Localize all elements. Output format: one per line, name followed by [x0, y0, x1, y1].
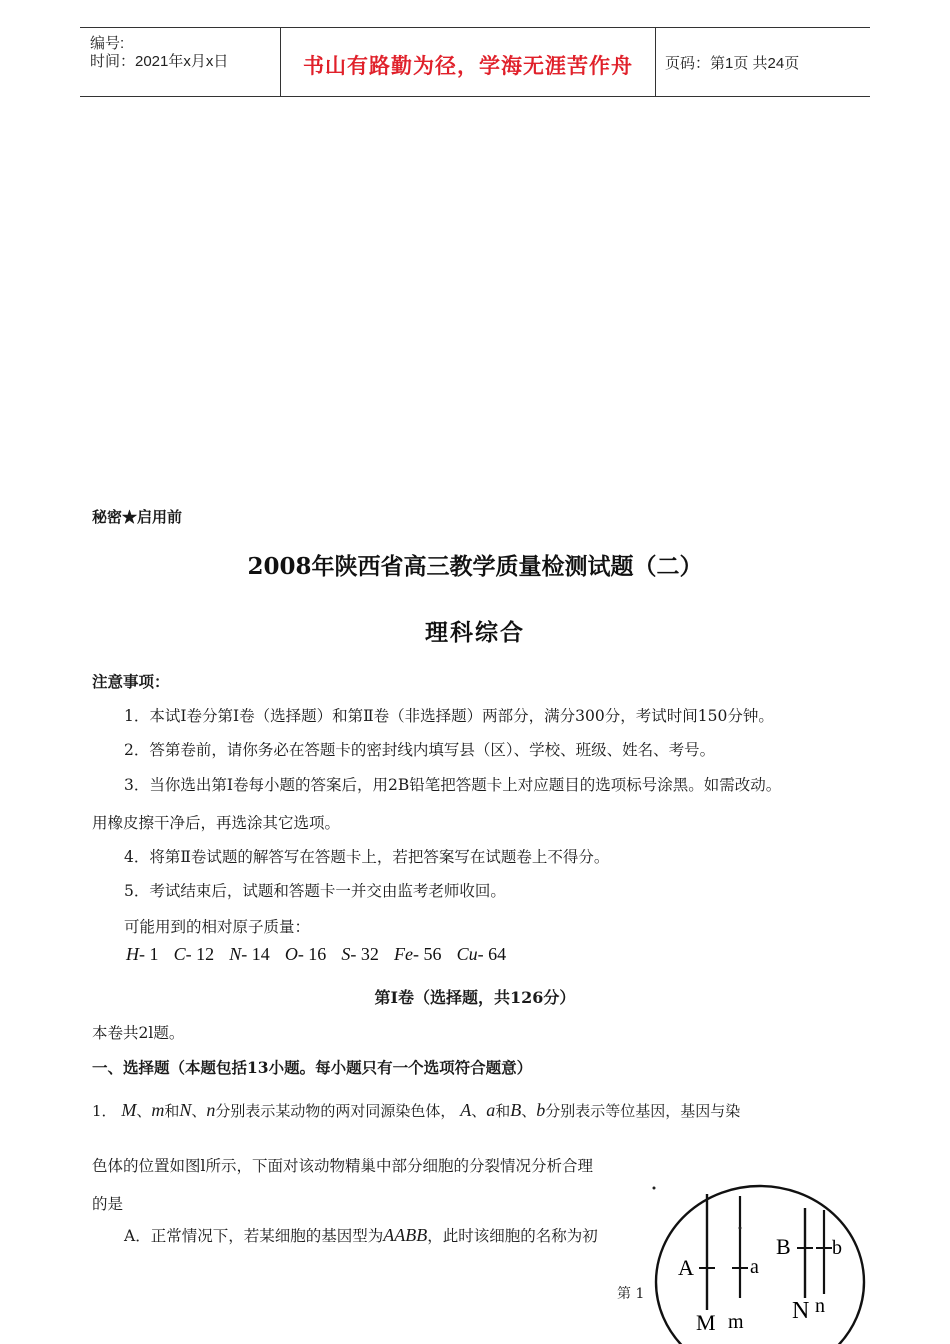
element-symbol: Fe [394, 944, 413, 964]
separator: 、 [521, 1102, 537, 1120]
exam-title: 2008年陕西省高三教学质量检测试题（二） [247, 553, 703, 580]
element-mass: - 64 [477, 944, 507, 964]
q1-text1: 分别表示某动物的两对同源染色体， [215, 1102, 456, 1120]
atomic-mass-intro: 可能用到的相对原子质量： [124, 918, 311, 936]
question-number: 1． [92, 1102, 117, 1120]
element-symbol: N [229, 944, 242, 964]
label-m: m [728, 1311, 744, 1333]
part1-heading: 第Ⅰ卷（选择题，共126分） [374, 988, 576, 1007]
element-symbol: C [173, 944, 186, 964]
header-left [80, 28, 280, 96]
element-symbol: Cu [456, 944, 478, 964]
section1-heading: 一、选择题（本题包括13小题。每小题只有一个选项符合题意） [92, 1058, 533, 1077]
label-b: b [832, 1237, 842, 1259]
notice-heading: 注意事项： [92, 672, 170, 691]
element-mass: - 14 [241, 944, 270, 964]
notice-5: 5．考试结束后，试题和答题卡一并交由监考老师收回。 [124, 882, 506, 900]
chromosome-diagram [640, 1170, 880, 1344]
symbol-b: b [536, 1100, 546, 1120]
notice-4: 4．将第Ⅱ卷试题的解答写在答题卡上，若把答案写在试题卷上不得分。 [124, 848, 610, 866]
element-mass: - 56 [412, 944, 442, 964]
symbol-A: A [460, 1100, 472, 1120]
number-label: 编号: [90, 35, 125, 52]
conjunction: 和 [164, 1102, 180, 1120]
label-n: n [815, 1295, 825, 1317]
question-1-line3: 的是 [92, 1195, 124, 1213]
header-right [655, 28, 870, 96]
element-mass: - 16 [297, 944, 327, 964]
question-1-line1 [92, 1100, 740, 1121]
page-info: 页码：第1页 共24页 [665, 55, 800, 72]
symbol-N: N [179, 1100, 192, 1120]
centromere-dot [739, 1227, 742, 1230]
symbol-M: M [121, 1100, 137, 1120]
separator: 、 [191, 1102, 207, 1120]
page-header [80, 27, 870, 97]
element-symbol: S [341, 944, 351, 964]
element-mass: - 32 [350, 944, 379, 964]
element-symbol: O [284, 944, 298, 964]
part1-note: 本卷共2l题。 [92, 1024, 185, 1042]
question-1-line2: 色体的位置如图l所示，下面对该动物精巢中部分细胞的分裂情况分析合理 [92, 1157, 593, 1175]
q1-text2: 分别表示等位基因，基因与染 [545, 1102, 741, 1120]
conjunction: 和 [495, 1102, 511, 1120]
notice-3: 3．当你选出第Ⅰ卷每小题的答案后，用2B铅笔把答题卡上对应题目的选项标号涂黑。如需改动。 [124, 776, 782, 794]
symbol-m: m [151, 1100, 165, 1120]
motto-text: 书山有路勤为径，学海无涯苦作舟 [303, 54, 633, 78]
header-motto-cell [280, 28, 656, 96]
exam-subtitle: 理科综合 [425, 619, 525, 646]
symbol-a: a [486, 1100, 496, 1120]
element-mass: - 1 [139, 944, 159, 964]
option-a-prefix: A．正常情况下，若某细胞的基因型为 [124, 1227, 384, 1245]
separator: 、 [471, 1102, 487, 1120]
label-A: A [678, 1255, 694, 1280]
element-symbol: H [126, 944, 139, 964]
scan-speck [653, 1187, 656, 1190]
genotype: AABB [383, 1225, 428, 1245]
separator: 、 [136, 1102, 152, 1120]
symbol-B: B [510, 1100, 522, 1120]
label-N: N [792, 1298, 810, 1324]
label-B: B [776, 1234, 791, 1259]
option-a-suffix: ，此时该细胞的名称为初 [427, 1227, 598, 1245]
page-footer-number: 第 1 [617, 1286, 645, 1302]
symbol-n: n [206, 1100, 216, 1120]
time-label: 时间：2021年x月x日 [90, 53, 229, 70]
element-mass: - 12 [185, 944, 215, 964]
label-a: a [750, 1256, 759, 1278]
notice-3-cont: 用橡皮擦干净后，再选涂其它选项。 [92, 814, 341, 832]
atomic-mass-list [126, 944, 506, 965]
notice-2: 2．答第卷前，请你务必在答题卡的密封线内填写县（区）、学校、班级、姓名、考号。 [124, 741, 716, 759]
question-1-option-a [124, 1224, 598, 1246]
notice-1: 1．本试Ⅰ卷分第Ⅰ卷（选择题）和第Ⅱ卷（非选择题）两部分，满分300分，考试时间150分钟。 [124, 707, 774, 725]
label-M: M [696, 1310, 716, 1335]
secret-label: 秘密★启用前 [92, 508, 183, 526]
